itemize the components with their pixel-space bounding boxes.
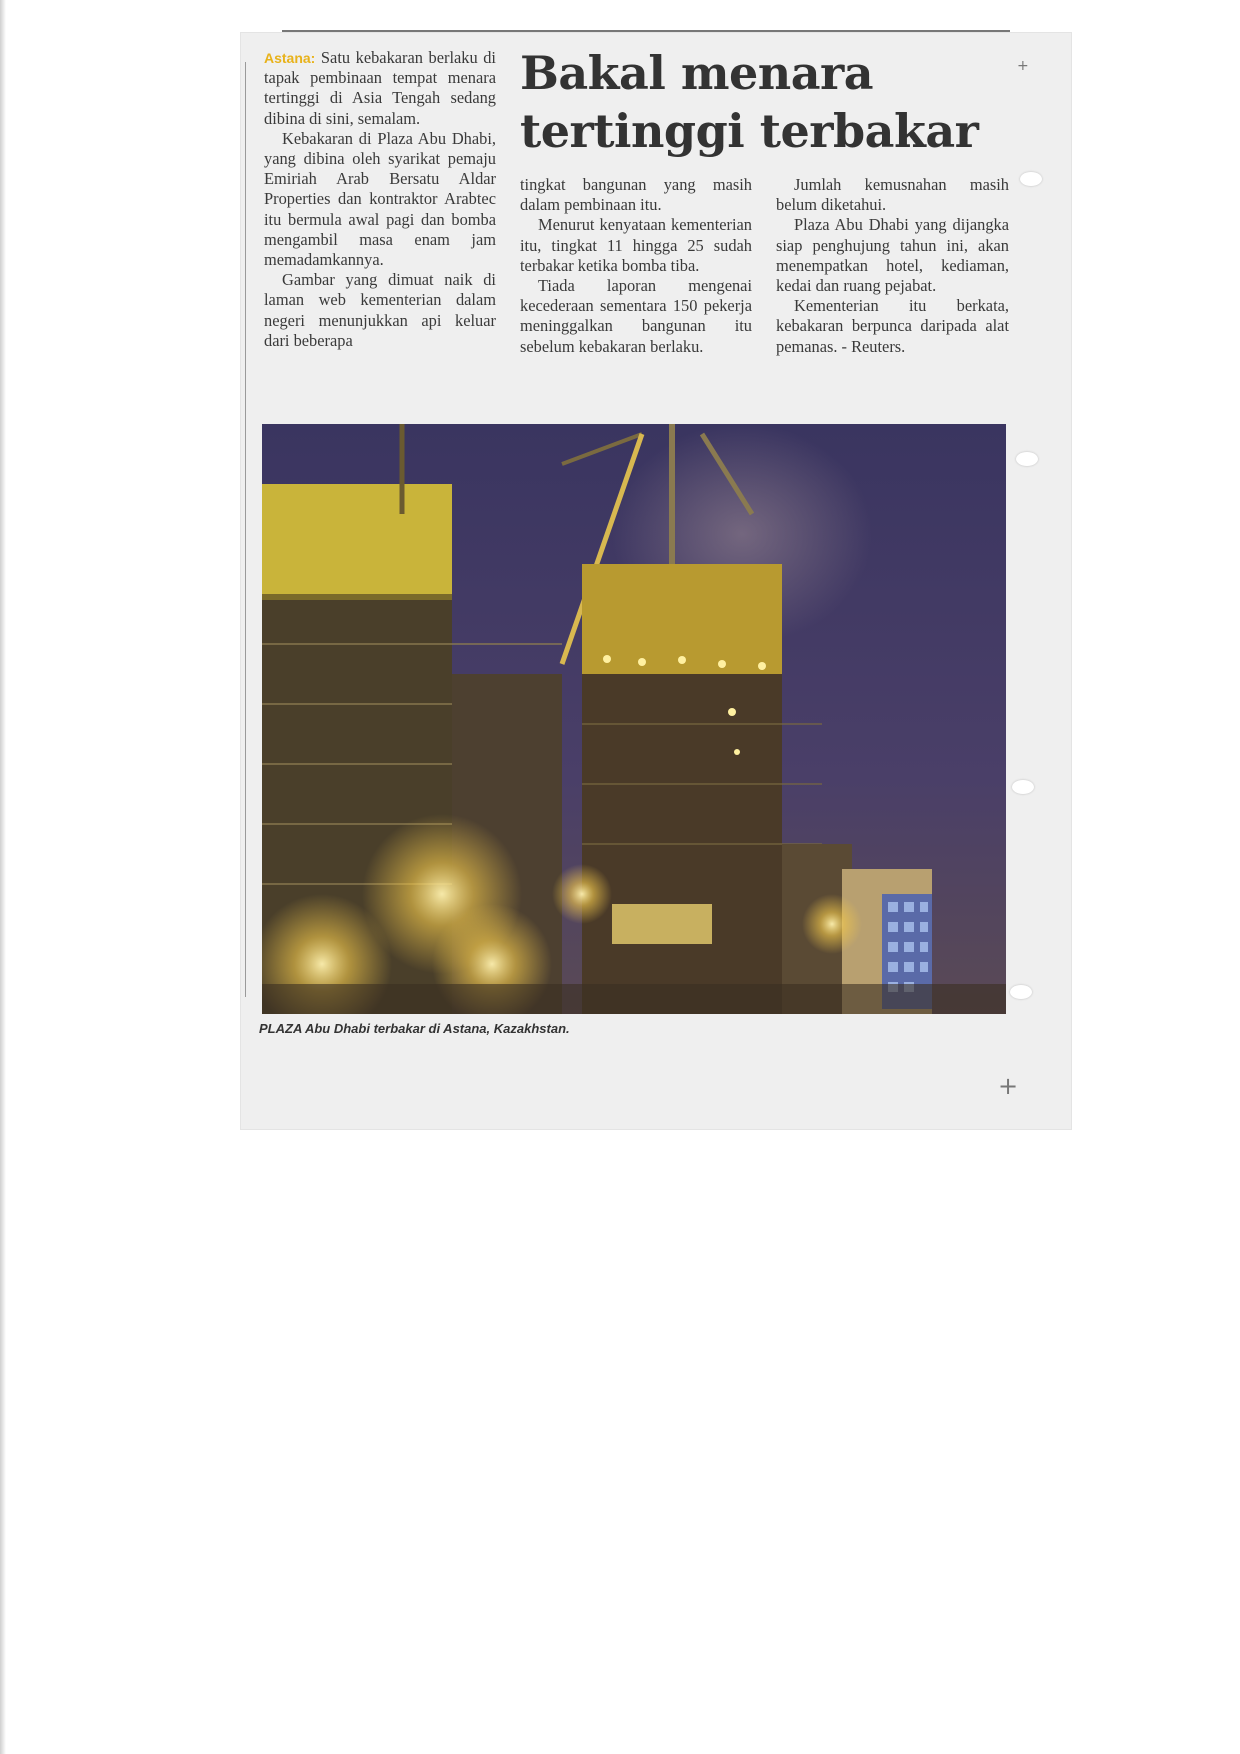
headline-line-2: tertinggi terbakar xyxy=(520,104,979,158)
page-edge-shadow xyxy=(0,0,6,1754)
crop-mark: + xyxy=(998,1072,1019,1100)
article-column-2 xyxy=(520,175,752,357)
left-column-rule xyxy=(245,62,246,997)
photo-caption: PLAZA Abu Dhabi terbakar di Astana, Kazakhstan. xyxy=(259,1021,570,1036)
paragraph: Plaza Abu Dhabi yang dijangka siap penghujung tahun ini, akan menempatkan hotel, kediaman, kedai dan ruang pejabat. xyxy=(776,215,1009,296)
headline xyxy=(520,44,1020,160)
paragraph: Jumlah kemusnahan masih belum diketahui. xyxy=(776,175,1009,215)
lead-text: Satu kebakaran berlaku di tapak pembinaan tempat menara tertinggi di Asia Tengah sedang dibina di sini, semalam. xyxy=(264,48,496,128)
binder-hole xyxy=(1020,172,1042,186)
top-rule xyxy=(282,30,1010,32)
binder-hole xyxy=(1010,985,1032,999)
paragraph: tingkat bangunan yang masih dalam pembinaan itu. xyxy=(520,175,752,215)
paragraph: Kementerian itu berkata, kebakaran berpunca daripada alat pemanas. - Reuters. xyxy=(776,296,1009,356)
crop-mark: + xyxy=(1017,58,1029,74)
news-photo-construction-fire xyxy=(262,424,1006,1014)
paragraph: Gambar yang dimuat naik di laman web kementerian dalam negeri menunjukkan api keluar dari beberapa xyxy=(264,270,496,350)
lead-paragraph xyxy=(264,48,496,129)
photo-illustration xyxy=(262,424,1006,1014)
binder-hole xyxy=(1016,452,1038,466)
article-column-1 xyxy=(264,48,496,351)
dateline: Astana: xyxy=(264,50,316,66)
binder-hole xyxy=(1012,780,1034,794)
article-column-3 xyxy=(776,175,1009,357)
paragraph: Kebakaran di Plaza Abu Dhabi, yang dibina oleh syarikat pemaju Emiriah Arab Bersatu Aldar Properties dan kontraktor Arabtec itu bermula awal pagi dan bomba mengambil masa enam jam memadamkannya. xyxy=(264,128,496,270)
paragraph: Tiada laporan mengenai kecederaan sementara 150 pekerja meninggalkan bangunan itu sebelum kebakaran berlaku. xyxy=(520,276,752,356)
paragraph: Menurut kenyataan kementerian itu, tingkat 11 hingga 25 sudah terbakar ketika bomba tiba. xyxy=(520,215,752,275)
headline-line-1: Bakal menara xyxy=(520,46,874,100)
